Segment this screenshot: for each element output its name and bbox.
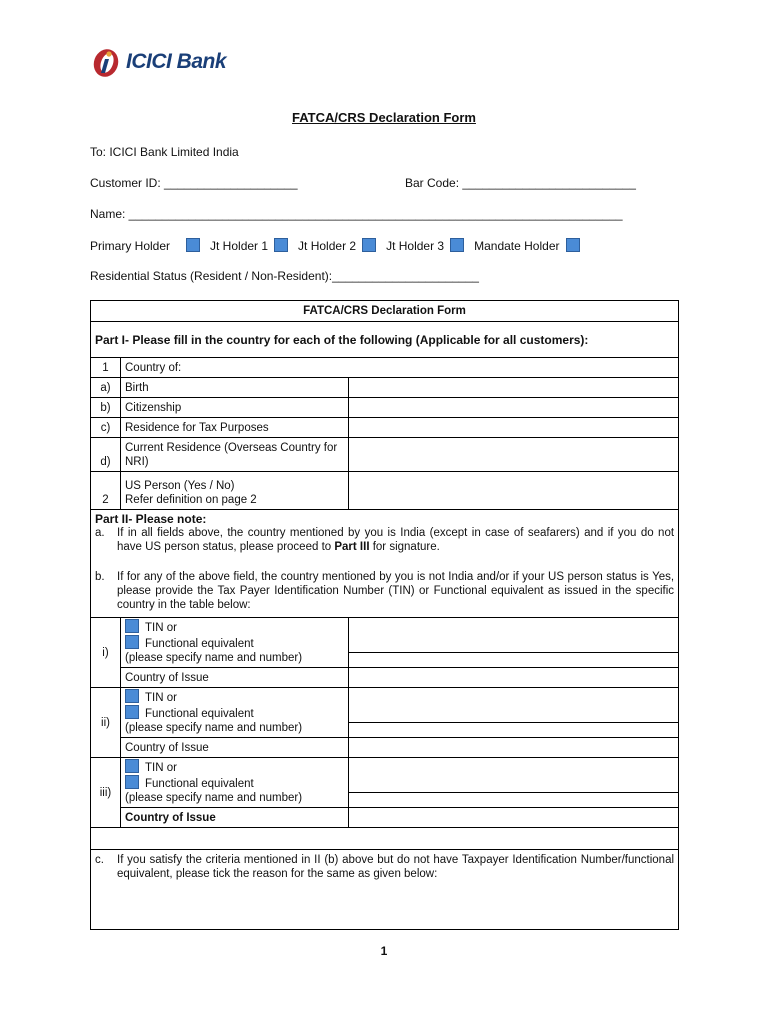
citizenship-country-field[interactable]	[349, 398, 679, 418]
us-person-label	[121, 472, 349, 510]
addressee: To: ICICI Bank Limited India	[90, 145, 239, 159]
country-of-issue-field[interactable]	[349, 668, 679, 688]
declaration-table	[90, 300, 679, 930]
part2-note-a: a. If in all fields above, the country mentioned by you is India (except in case of seafarers) and if you do not have US person status, please proceed to Part III for signature.	[95, 527, 675, 553]
birth-label: Birth	[121, 378, 349, 398]
functional-equivalent-checkbox[interactable]	[125, 705, 139, 719]
current-residence-label: Current Residence (Overseas Country for NRI)	[121, 438, 349, 472]
tax-residence-country-field[interactable]	[349, 418, 679, 438]
tin-options: TIN or Functional equivalent (please specify name and number)	[121, 618, 349, 668]
row-number: b)	[91, 398, 121, 418]
page-number: 1	[380, 944, 388, 958]
jt-holder-1-label: Jt Holder 1	[210, 239, 269, 253]
tin-options: TIN or Functional equivalent (please specify name and number)	[121, 688, 349, 738]
holder-selection	[90, 238, 590, 253]
tin-group-number: ii)	[91, 688, 121, 758]
country-of-issue-field[interactable]	[349, 738, 679, 758]
functional-equivalent-checkbox[interactable]	[125, 635, 139, 649]
tin-group-number: i)	[91, 618, 121, 688]
row-number: d)	[91, 438, 121, 472]
part2-note-b: b. If for any of the above field, the country mentioned by you is not India and/or if your US person status is Yes, please provide the Tax Payer Identification Number (TIN) or Functional equivalent as issued in the specific country in the table below:	[95, 571, 675, 611]
part1-title: Part I- Please fill in the country for each of the following (Applicable for all customers):	[91, 322, 679, 358]
table-heading: FATCA/CRS Declaration Form	[91, 301, 679, 322]
mandate-holder-checkbox[interactable]	[566, 238, 580, 252]
tin-number-field[interactable]	[349, 688, 679, 738]
jt-holder-2-checkbox[interactable]	[362, 238, 376, 252]
birth-country-field[interactable]	[349, 378, 679, 398]
us-person-field[interactable]	[349, 472, 679, 510]
part2-title: Part II- Please note:	[95, 512, 207, 526]
country-of-issue-label: Country of Issue	[121, 668, 349, 688]
country-of-issue-label: Country of Issue	[121, 808, 349, 828]
icici-logo	[90, 44, 226, 80]
name-field[interactable]: Name: __________________________________________________________________________	[90, 207, 623, 221]
country-of-label: Country of:	[121, 358, 679, 378]
citizenship-label: Citizenship	[121, 398, 349, 418]
tax-residence-label: Residence for Tax Purposes	[121, 418, 349, 438]
current-residence-country-field[interactable]	[349, 438, 679, 472]
tin-number-field[interactable]	[349, 618, 679, 668]
primary-holder-checkbox[interactable]	[186, 238, 200, 252]
jt-holder-1-checkbox[interactable]	[274, 238, 288, 252]
spacer-row	[91, 828, 679, 850]
page-title: FATCA/CRS Declaration Form	[292, 110, 476, 125]
jt-holder-2-label: Jt Holder 2	[298, 239, 357, 253]
tin-checkbox[interactable]	[125, 689, 139, 703]
tin-checkbox[interactable]	[125, 759, 139, 773]
bar-code-field[interactable]: Bar Code: __________________________	[405, 176, 636, 190]
part2-note-c: c. If you satisfy the criteria mentioned in II (b) above but do not have Taxpayer Identification Number/functional equivalent, please tick the reason for the same as given below:	[91, 850, 679, 930]
row-number: 1	[91, 358, 121, 378]
country-of-issue-label: Country of Issue	[121, 738, 349, 758]
jt-holder-3-label: Jt Holder 3	[386, 239, 445, 253]
row-number: c)	[91, 418, 121, 438]
functional-equivalent-checkbox[interactable]	[125, 775, 139, 789]
icici-logo-icon	[90, 45, 124, 79]
customer-id-field[interactable]: Customer ID: ____________________	[90, 176, 298, 190]
primary-holder-label: Primary Holder	[90, 239, 171, 253]
row-number: 2	[91, 472, 121, 510]
country-of-issue-field[interactable]	[349, 808, 679, 828]
us-person-label-line2: Refer definition on page 2	[125, 494, 257, 506]
row-number: a)	[91, 378, 121, 398]
us-person-label-line1: US Person (Yes / No)	[125, 480, 235, 492]
tin-options: TIN or Functional equivalent (please specify name and number)	[121, 758, 349, 808]
tin-group-number: iii)	[91, 758, 121, 828]
brand-name: ICICI Bank	[126, 50, 227, 73]
tin-checkbox[interactable]	[125, 619, 139, 633]
jt-holder-3-checkbox[interactable]	[450, 238, 464, 252]
mandate-holder-label: Mandate Holder	[474, 239, 560, 253]
residential-status-field[interactable]: Residential Status (Resident / Non-Resident):______________________	[90, 269, 479, 283]
tin-number-field[interactable]	[349, 758, 679, 808]
part2-notes	[91, 510, 679, 618]
